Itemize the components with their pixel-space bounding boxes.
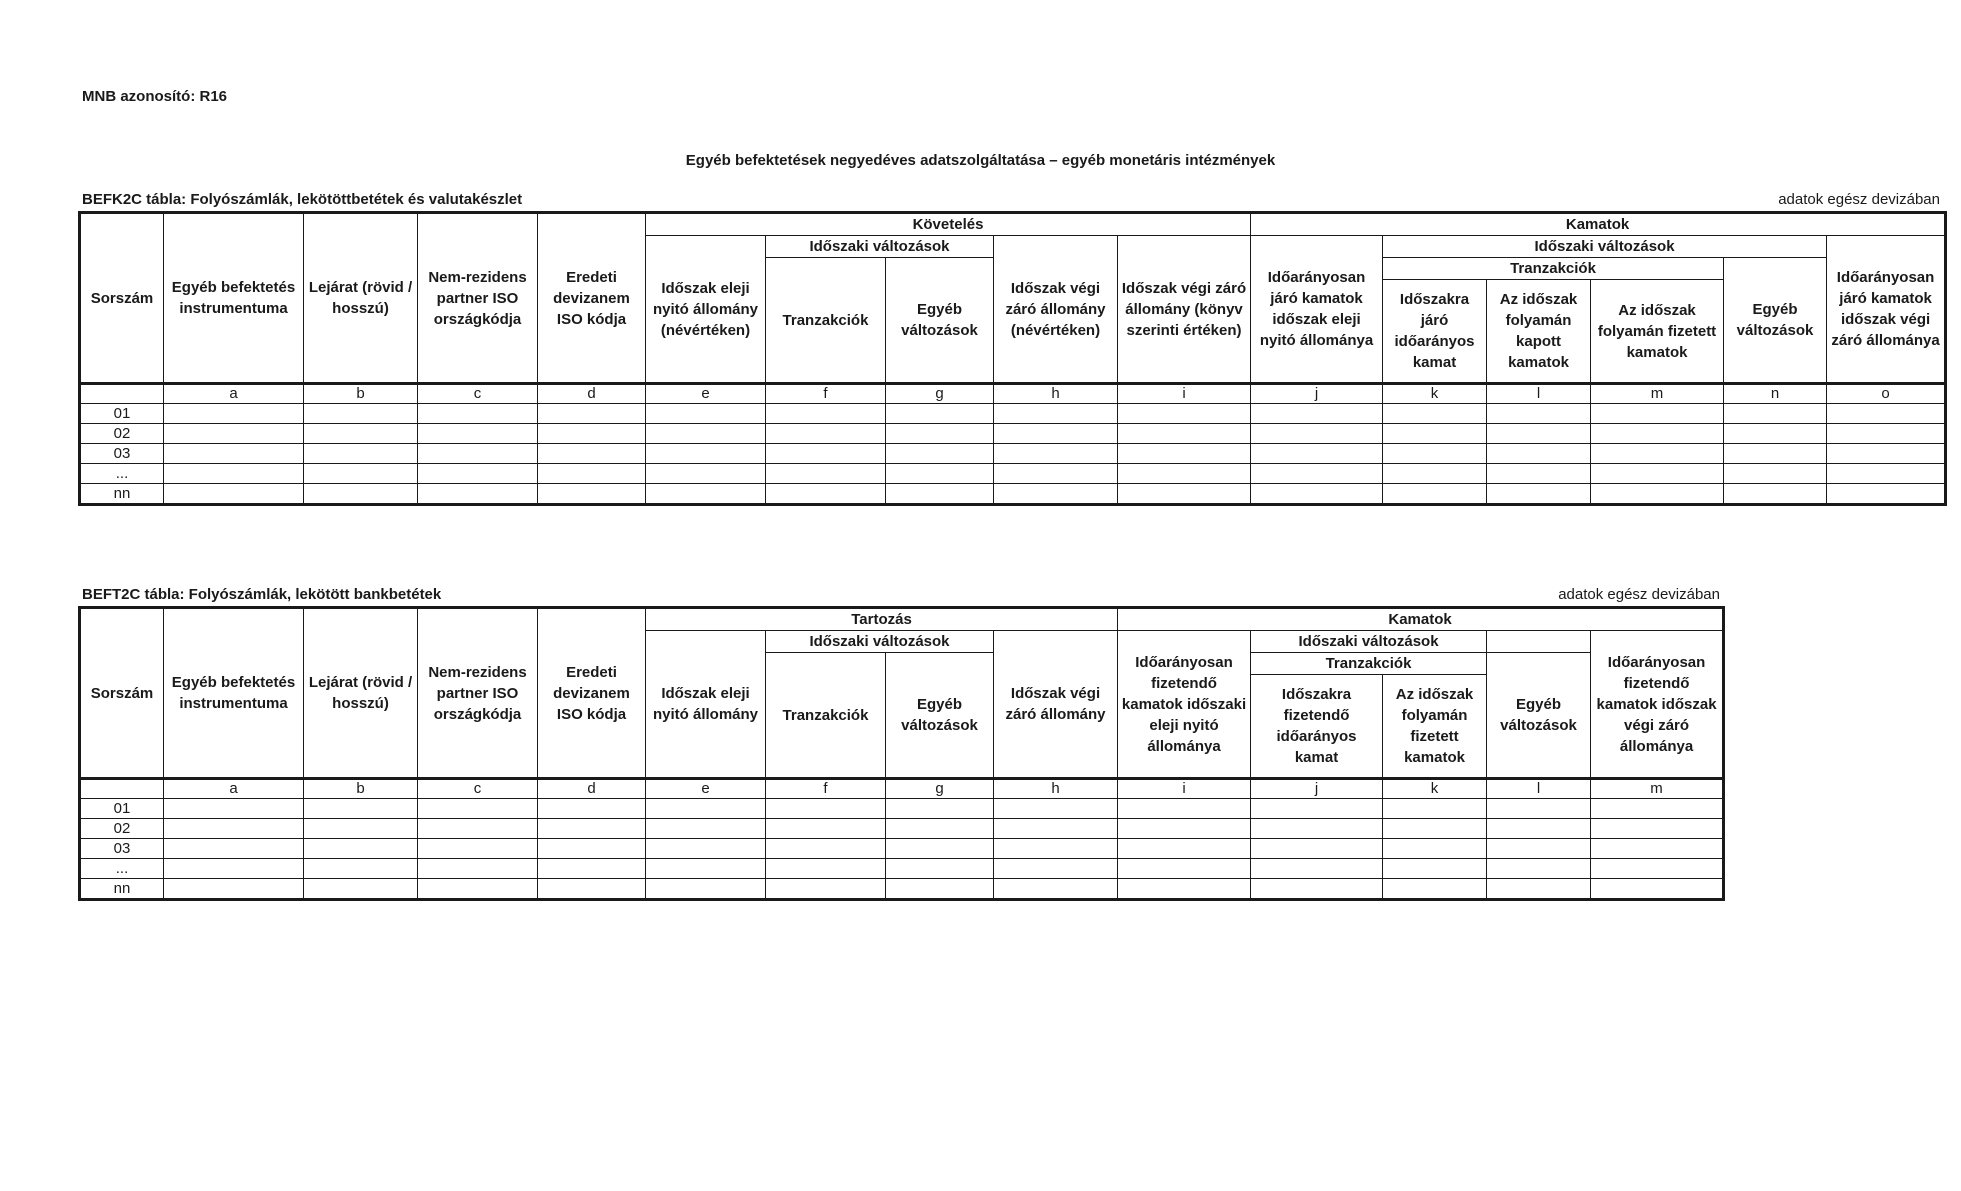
t1-cell[interactable] bbox=[538, 444, 646, 464]
t2-cell[interactable] bbox=[766, 879, 886, 900]
t2-cell[interactable] bbox=[886, 839, 994, 859]
t2-cell[interactable] bbox=[1487, 819, 1591, 839]
t1-cell[interactable] bbox=[1118, 444, 1251, 464]
t2-letter: d bbox=[538, 779, 646, 799]
t1-cell[interactable] bbox=[646, 444, 766, 464]
t2-cell[interactable] bbox=[1118, 839, 1251, 859]
t2-letter: h bbox=[994, 779, 1118, 799]
t1-cell[interactable] bbox=[1724, 404, 1827, 424]
t1-cell[interactable] bbox=[646, 424, 766, 444]
t2-letter: k bbox=[1383, 779, 1487, 799]
table1-befk2c bbox=[78, 211, 1947, 506]
t2-cell[interactable] bbox=[418, 839, 538, 859]
t2-header-f: Tranzakciók bbox=[766, 653, 886, 779]
t1-cell[interactable] bbox=[164, 404, 304, 424]
t1-cell[interactable] bbox=[304, 464, 418, 484]
t1-cell[interactable] bbox=[994, 424, 1118, 444]
t2-cell[interactable] bbox=[164, 859, 304, 879]
t2-cell[interactable] bbox=[418, 859, 538, 879]
t1-sub-tranzakciok: Tranzakciók bbox=[1383, 258, 1724, 280]
t1-cell[interactable] bbox=[1118, 484, 1251, 505]
t1-sub-idoszaki-valtozasok-2: Időszaki változások bbox=[1383, 236, 1827, 258]
t2-row-number: nn bbox=[80, 879, 164, 900]
t1-header-i: Időszak végi záró állomány (könyv szerinti értéken) bbox=[1118, 236, 1251, 384]
table-row bbox=[80, 799, 1724, 819]
t1-cell[interactable] bbox=[886, 484, 994, 505]
t2-letter: m bbox=[1591, 779, 1724, 799]
table-row bbox=[80, 859, 1724, 879]
t2-cell[interactable] bbox=[766, 859, 886, 879]
t1-letter: j bbox=[1251, 384, 1383, 404]
t2-cell[interactable] bbox=[766, 799, 886, 819]
document-title: Egyéb befektetések negyedéves adatszolgáltatása – egyéb monetáris intézmények bbox=[685, 152, 1276, 169]
t2-letter: a bbox=[164, 779, 304, 799]
t2-cell[interactable] bbox=[646, 839, 766, 859]
t1-cell[interactable] bbox=[1251, 464, 1383, 484]
t2-letter: e bbox=[646, 779, 766, 799]
t2-group-tartozas: Tartozás bbox=[646, 608, 1118, 631]
t1-cell[interactable] bbox=[164, 464, 304, 484]
t2-cell[interactable] bbox=[1251, 859, 1383, 879]
t2-cell[interactable] bbox=[304, 879, 418, 900]
t2-letter-row bbox=[80, 779, 1724, 799]
t2-cell[interactable] bbox=[994, 859, 1118, 879]
t1-row-number: 02 bbox=[80, 424, 164, 444]
t1-letter: c bbox=[418, 384, 538, 404]
table2-caption: BEFT2C tábla: Folyószámlák, lekötött bankbetétek bbox=[82, 586, 442, 603]
t2-cell[interactable] bbox=[886, 799, 994, 819]
t2-cell[interactable] bbox=[538, 879, 646, 900]
table-row bbox=[80, 839, 1724, 859]
t1-letter: f bbox=[766, 384, 886, 404]
table-row bbox=[80, 879, 1724, 900]
t1-cell[interactable] bbox=[994, 404, 1118, 424]
t1-cell[interactable] bbox=[164, 484, 304, 505]
t1-header-o: Időarányosan járó kamatok időszak végi záró állománya bbox=[1827, 236, 1946, 384]
t1-cell[interactable] bbox=[304, 404, 418, 424]
t2-cell[interactable] bbox=[886, 819, 994, 839]
t2-cell[interactable] bbox=[304, 819, 418, 839]
t2-cell[interactable] bbox=[1591, 859, 1724, 879]
t1-letter: g bbox=[886, 384, 994, 404]
t1-cell[interactable] bbox=[164, 444, 304, 464]
t1-cell[interactable] bbox=[1487, 484, 1591, 505]
t1-group-kamatok: Kamatok bbox=[1251, 213, 1946, 236]
t2-empty-header bbox=[1487, 631, 1591, 653]
t1-letter: d bbox=[538, 384, 646, 404]
t2-header-d: Eredeti devizanem ISO kódja bbox=[538, 608, 646, 779]
table2-beft2c bbox=[78, 606, 1725, 901]
t1-cell[interactable] bbox=[1827, 464, 1946, 484]
t2-sub-idoszaki-valtozasok-2: Időszaki változások bbox=[1251, 631, 1487, 653]
t1-cell[interactable] bbox=[994, 484, 1118, 505]
t2-cell[interactable] bbox=[1118, 819, 1251, 839]
t2-cell[interactable] bbox=[1487, 799, 1591, 819]
t2-row-number: ... bbox=[80, 859, 164, 879]
t2-cell[interactable] bbox=[1118, 799, 1251, 819]
t1-header-l: Az időszak folyamán kapott kamatok bbox=[1487, 280, 1591, 384]
t2-header-c: Nem-rezidens partner ISO országkódja bbox=[418, 608, 538, 779]
t2-letter: c bbox=[418, 779, 538, 799]
t1-cell[interactable] bbox=[886, 444, 994, 464]
t2-cell[interactable] bbox=[646, 819, 766, 839]
t1-cell[interactable] bbox=[886, 464, 994, 484]
t2-cell[interactable] bbox=[994, 839, 1118, 859]
t1-cell[interactable] bbox=[418, 404, 538, 424]
t2-cell[interactable] bbox=[1487, 859, 1591, 879]
table2-unit: adatok egész devizában bbox=[1558, 586, 1720, 603]
t1-cell[interactable] bbox=[538, 424, 646, 444]
t2-header-a: Egyéb befektetés instrumentuma bbox=[164, 608, 304, 779]
t2-cell[interactable] bbox=[1487, 879, 1591, 900]
t1-cell[interactable] bbox=[646, 464, 766, 484]
t2-cell[interactable] bbox=[304, 839, 418, 859]
t1-row-number: nn bbox=[80, 484, 164, 505]
t2-cell[interactable] bbox=[646, 799, 766, 819]
t2-cell[interactable] bbox=[304, 859, 418, 879]
t1-letter: l bbox=[1487, 384, 1591, 404]
t1-cell[interactable] bbox=[1383, 444, 1487, 464]
t2-cell[interactable] bbox=[1487, 839, 1591, 859]
t1-cell[interactable] bbox=[1591, 404, 1724, 424]
t2-cell[interactable] bbox=[1383, 879, 1487, 900]
t2-cell[interactable] bbox=[1383, 859, 1487, 879]
t1-cell[interactable] bbox=[646, 404, 766, 424]
t1-letter: k bbox=[1383, 384, 1487, 404]
t1-cell[interactable] bbox=[1591, 484, 1724, 505]
t2-cell[interactable] bbox=[538, 819, 646, 839]
t1-letter: m bbox=[1591, 384, 1724, 404]
t1-cell[interactable] bbox=[1383, 424, 1487, 444]
t1-header-a: Egyéb befektetés instrumentuma bbox=[164, 213, 304, 384]
t2-cell[interactable] bbox=[1591, 819, 1724, 839]
t2-group-kamatok: Kamatok bbox=[1118, 608, 1724, 631]
t2-cell[interactable] bbox=[1251, 839, 1383, 859]
t1-cell[interactable] bbox=[1724, 484, 1827, 505]
t1-cell[interactable] bbox=[766, 424, 886, 444]
t2-cell[interactable] bbox=[1383, 839, 1487, 859]
t2-cell[interactable] bbox=[538, 799, 646, 819]
t1-cell[interactable] bbox=[1383, 484, 1487, 505]
t1-row-number: ... bbox=[80, 464, 164, 484]
t1-cell[interactable] bbox=[1118, 424, 1251, 444]
t2-header-j: Időszakra fizetendő időarányos kamat bbox=[1251, 675, 1383, 779]
t1-cell[interactable] bbox=[994, 444, 1118, 464]
t2-cell[interactable] bbox=[538, 839, 646, 859]
t2-cell[interactable] bbox=[1591, 799, 1724, 819]
t1-cell[interactable] bbox=[1487, 424, 1591, 444]
t2-cell[interactable] bbox=[164, 819, 304, 839]
t1-cell[interactable] bbox=[418, 484, 538, 505]
t2-cell[interactable] bbox=[766, 839, 886, 859]
t2-cell[interactable] bbox=[1251, 879, 1383, 900]
t2-cell[interactable] bbox=[418, 879, 538, 900]
t1-header-b: Lejárat (rövid / hosszú) bbox=[304, 213, 418, 384]
t1-cell[interactable] bbox=[304, 484, 418, 505]
t2-sub-idoszaki-valtozasok-1: Időszaki változások bbox=[766, 631, 994, 653]
t2-letter: g bbox=[886, 779, 994, 799]
t1-cell[interactable] bbox=[1591, 464, 1724, 484]
t1-header-h: Időszak végi záró állomány (névértéken) bbox=[994, 236, 1118, 384]
t2-row-number: 02 bbox=[80, 819, 164, 839]
t1-row-number: 03 bbox=[80, 444, 164, 464]
table-row bbox=[80, 819, 1724, 839]
t2-cell[interactable] bbox=[766, 819, 886, 839]
table-row bbox=[80, 484, 1946, 505]
t1-cell[interactable] bbox=[538, 404, 646, 424]
t1-cell[interactable] bbox=[1724, 444, 1827, 464]
t1-cell[interactable] bbox=[1487, 404, 1591, 424]
t2-header-h: Időszak végi záró állomány bbox=[994, 631, 1118, 779]
t1-cell[interactable] bbox=[1383, 464, 1487, 484]
t2-cell[interactable] bbox=[1118, 859, 1251, 879]
t1-cell[interactable] bbox=[1251, 484, 1383, 505]
t2-row-number: 01 bbox=[80, 799, 164, 819]
t1-cell[interactable] bbox=[1724, 424, 1827, 444]
t2-header-i: Időarányosan fizetendő kamatok időszaki eleji nyitó állománya bbox=[1118, 631, 1251, 779]
t1-cell[interactable] bbox=[1827, 444, 1946, 464]
t1-header-f: Tranzakciók bbox=[766, 258, 886, 384]
t2-letter: l bbox=[1487, 779, 1591, 799]
t2-cell[interactable] bbox=[886, 879, 994, 900]
t1-cell[interactable] bbox=[164, 424, 304, 444]
t2-cell[interactable] bbox=[646, 859, 766, 879]
t1-letter: e bbox=[646, 384, 766, 404]
t1-letter: h bbox=[994, 384, 1118, 404]
t2-cell[interactable] bbox=[164, 799, 304, 819]
t1-group-koveteles: Követelés bbox=[646, 213, 1251, 236]
t1-cell[interactable] bbox=[304, 424, 418, 444]
t1-header-k: Időszakra járó időarányos kamat bbox=[1383, 280, 1487, 384]
t1-header-j: Időarányosan járó kamatok időszak eleji nyitó állománya bbox=[1251, 236, 1383, 384]
t2-cell[interactable] bbox=[418, 819, 538, 839]
t1-sub-idoszaki-valtozasok-1: Időszaki változások bbox=[766, 236, 994, 258]
table1-unit: adatok egész devizában bbox=[1778, 191, 1940, 208]
t2-cell[interactable] bbox=[994, 819, 1118, 839]
t1-cell[interactable] bbox=[1591, 444, 1724, 464]
t2-header-sorszam: Sorszám bbox=[80, 608, 164, 779]
t2-header-m: Időarányosan fizetendő kamatok időszak végi záró állománya bbox=[1591, 631, 1724, 779]
t2-cell[interactable] bbox=[1383, 799, 1487, 819]
t1-cell[interactable] bbox=[1118, 404, 1251, 424]
t1-cell[interactable] bbox=[1383, 404, 1487, 424]
t1-header-d: Eredeti devizanem ISO kódja bbox=[538, 213, 646, 384]
t1-cell[interactable] bbox=[1251, 404, 1383, 424]
t2-letter: b bbox=[304, 779, 418, 799]
t1-cell[interactable] bbox=[886, 424, 994, 444]
t2-cell[interactable] bbox=[1591, 839, 1724, 859]
t2-cell[interactable] bbox=[1383, 819, 1487, 839]
t1-cell[interactable] bbox=[418, 444, 538, 464]
table-row bbox=[80, 404, 1946, 424]
t1-cell[interactable] bbox=[1118, 464, 1251, 484]
t1-header-n: Egyéb változások bbox=[1724, 258, 1827, 384]
t1-header-e: Időszak eleji nyitó állomány (névértéken) bbox=[646, 236, 766, 384]
t1-cell[interactable] bbox=[646, 484, 766, 505]
t2-letter bbox=[80, 779, 164, 799]
t1-cell[interactable] bbox=[418, 464, 538, 484]
t1-cell[interactable] bbox=[766, 444, 886, 464]
t1-header-c: Nem-rezidens partner ISO országkódja bbox=[418, 213, 538, 384]
t1-cell[interactable] bbox=[1487, 464, 1591, 484]
t1-cell[interactable] bbox=[886, 404, 994, 424]
t1-header-g: Egyéb változások bbox=[886, 258, 994, 384]
mnb-identifier: MNB azonosító: R16 bbox=[82, 88, 228, 105]
t2-cell[interactable] bbox=[1251, 799, 1383, 819]
t1-letter: n bbox=[1724, 384, 1827, 404]
t2-row-number: 03 bbox=[80, 839, 164, 859]
t1-row-number: 01 bbox=[80, 404, 164, 424]
t2-header-e: Időszak eleji nyitó állomány bbox=[646, 631, 766, 779]
t1-letter: b bbox=[304, 384, 418, 404]
t1-cell[interactable] bbox=[766, 464, 886, 484]
t2-cell[interactable] bbox=[994, 879, 1118, 900]
t2-letter: i bbox=[1118, 779, 1251, 799]
t1-cell[interactable] bbox=[1724, 464, 1827, 484]
t2-cell[interactable] bbox=[1118, 879, 1251, 900]
t1-cell[interactable] bbox=[418, 424, 538, 444]
t1-cell[interactable] bbox=[1827, 404, 1946, 424]
table-row bbox=[80, 424, 1946, 444]
t1-header-m: Az időszak folyamán fizetett kamatok bbox=[1591, 280, 1724, 384]
t1-cell[interactable] bbox=[1251, 444, 1383, 464]
t2-cell[interactable] bbox=[164, 879, 304, 900]
t2-header-k: Az időszak folyamán fizetett kamatok bbox=[1383, 675, 1487, 779]
table-row bbox=[80, 464, 1946, 484]
t2-cell[interactable] bbox=[994, 799, 1118, 819]
t1-cell[interactable] bbox=[1251, 424, 1383, 444]
t1-letter-row bbox=[80, 384, 1946, 404]
t1-cell[interactable] bbox=[766, 404, 886, 424]
t1-cell[interactable] bbox=[766, 484, 886, 505]
t1-cell[interactable] bbox=[1487, 444, 1591, 464]
t2-cell[interactable] bbox=[1251, 819, 1383, 839]
t2-cell[interactable] bbox=[646, 879, 766, 900]
t2-letter: f bbox=[766, 779, 886, 799]
t1-cell[interactable] bbox=[538, 484, 646, 505]
t1-cell[interactable] bbox=[994, 464, 1118, 484]
t2-sub-tranzakciok: Tranzakciók bbox=[1251, 653, 1487, 675]
t2-letter: j bbox=[1251, 779, 1383, 799]
t1-cell[interactable] bbox=[538, 464, 646, 484]
t1-letter: i bbox=[1118, 384, 1251, 404]
t2-cell[interactable] bbox=[164, 839, 304, 859]
t2-cell[interactable] bbox=[418, 799, 538, 819]
t2-header-l: Egyéb változások bbox=[1487, 653, 1591, 779]
t1-cell[interactable] bbox=[1827, 484, 1946, 505]
t2-cell[interactable] bbox=[886, 859, 994, 879]
t1-cell[interactable] bbox=[304, 444, 418, 464]
t1-cell[interactable] bbox=[1827, 424, 1946, 444]
t2-header-b: Lejárat (rövid / hosszú) bbox=[304, 608, 418, 779]
t1-cell[interactable] bbox=[1591, 424, 1724, 444]
table1-caption: BEFK2C tábla: Folyószámlák, lekötöttbetétek és valutakészlet bbox=[82, 191, 523, 208]
table-row bbox=[80, 444, 1946, 464]
t1-letter: a bbox=[164, 384, 304, 404]
t2-cell[interactable] bbox=[304, 799, 418, 819]
t2-header-g: Egyéb változások bbox=[886, 653, 994, 779]
t2-cell[interactable] bbox=[1591, 879, 1724, 900]
t2-cell[interactable] bbox=[538, 859, 646, 879]
t1-letter bbox=[80, 384, 164, 404]
t1-header-sorszam: Sorszám bbox=[80, 213, 164, 384]
t1-letter: o bbox=[1827, 384, 1946, 404]
